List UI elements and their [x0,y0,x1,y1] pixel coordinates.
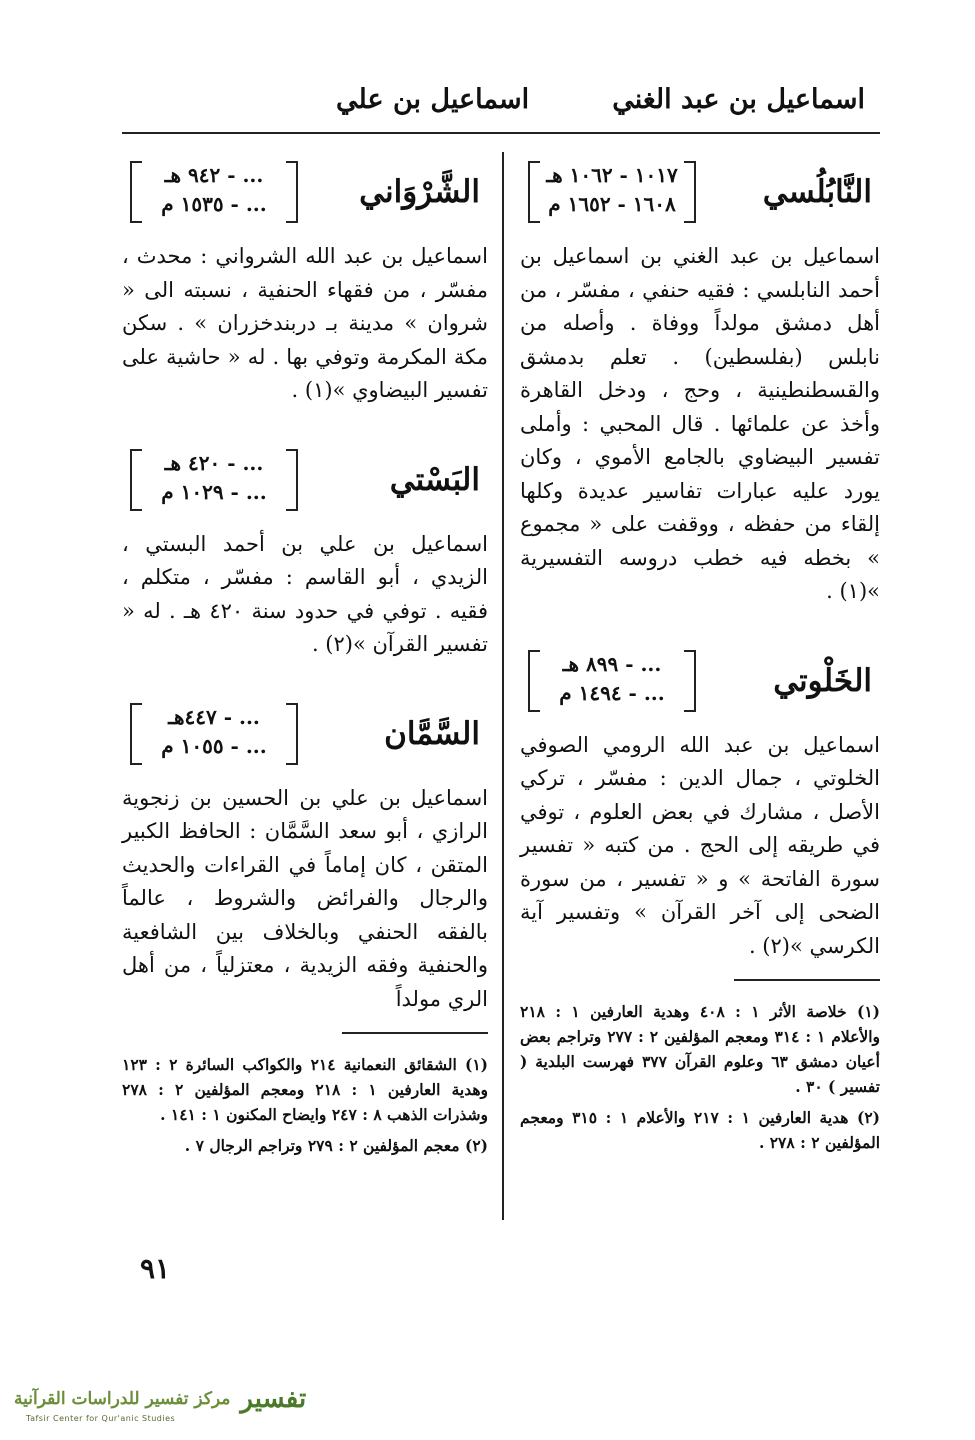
entry-text: اسماعيل بن علي بن أحمد البستي ، الزيدي ، أبو القاسم : مفسّر ، متكلم ، فقيه . توفي في حدود سنة ٤٢٠ هـ . له « تفسير القرآن »(٢) . [122,531,489,656]
date-bracket [130,161,298,223]
entry-busti [122,438,488,662]
column-divider [502,152,504,1220]
entry-heading [122,692,488,776]
entry-heading [520,150,880,234]
date-gregorian: ... - ١٤٩٤ م [559,680,665,705]
footnote-rule [734,979,880,981]
date-gregorian: ... - ١٠٢٩ م [161,479,267,504]
date-bracket [130,449,298,511]
footnotes [122,1052,488,1158]
date-bracket [528,650,696,712]
date-gregorian: ... - ١٠٥٥ م [161,733,267,758]
date-gregorian: ... - ١٥٣٥ م [161,192,267,216]
page-number: ٩١ [140,1252,171,1285]
logo-arabic-name: مركز تفسير للدراسات القرآنية [14,1389,231,1409]
entry-samman [122,692,488,1017]
date-hijri: ... - ٤٢٠ هـ [164,450,264,475]
footnote-rule [342,1032,488,1034]
running-head-left: اسماعيل بن علي [336,84,530,115]
entry-name: النَّابُلُسي [762,174,872,210]
left-column [122,150,488,1164]
entry-sharwani [122,150,488,408]
date-hijri: ... - ٤٤٧هـ [168,704,260,729]
entry-name: الخَلْوتي [773,662,872,699]
publisher-logo [14,1370,307,1428]
entry-text: اسماعيل بن عبد الله الرومي الصوفي الخلوتي ، جمال الدين : مفسّر ، تركي الأصل ، مشارك في بعض العلوم ، توفي في طريقه إلى الحج . من كتبه « تفسير سورة الفاتحة » و « تفسير ، من سورة الضحى إلى آخر القرآن » وتفسير آية الكرسي »(٢) . [520,732,880,958]
footnotes [520,999,880,1155]
logo-brand: تفسير [240,1384,307,1414]
right-column [520,150,880,1161]
entry-name: البَسْتي [389,461,480,498]
date-gregorian: ١٦٠٨ - ١٦٥٢ م [548,192,676,216]
running-head-right: اسماعيل بن عبد الغني [612,84,865,115]
entry-text: اسماعيل بن عبد الغني بن اسماعيل بن أحمد النابلسي : فقيه حنفي ، مفسّر ، من أهل دمشق مولداً ووفاة . وأصله من نابلس (بفلسطين) . تعلم بدمشق والقسطنطينية ، وحج ، ودخل القاهرة وأخذ عن علمائها . قال المحبي : وأملى تفسير البيضاوي بالجامع الأموي ، وكان يورد عليه عبارات تفاسير عديدة وكلها إلقاء من حفظه ، ووقفت على « مجموع » بخطه فيه خطب دروسه التفسيرية »(١) . [520,244,880,603]
entry-name: السَّمَّان [384,715,480,752]
date-hijri: ... - ٨٩٩ هـ [562,651,662,676]
entry-heading [520,639,880,723]
entry-nabulsi [520,150,880,609]
date-bracket [130,703,298,765]
date-bracket [528,161,696,223]
entry-heading [122,438,488,522]
entry-text: اسماعيل بن علي بن الحسين بن زنجوية الرازي ، أبو سعد السَّمَّان : الحافظ الكبير المتقن ، كان إماماً في القراءات والحديث والرجال والفرائض والشروط ، عالماً بالفقه الحنفي وبالخلاف بين الشافعية والحنفية وفقه الزيدية ، معتزلياً ، من أهل الري مولداً [122,785,488,1011]
header-rule [122,132,880,134]
entry-name: الشَّرْوَاني [359,174,480,210]
entry-text: اسماعيل بن عبد الله الشرواني : محدث ، مفسّر ، من فقهاء الحنفية ، نسبته الى « شروان » مدينة بـ دربندخزران » . سكن مكة المكرمة وتوفي بها . له « حاشية على تفسير البيضاوي »(١) . [122,244,488,402]
date-hijri: ... - ٩٤٢ هـ [164,163,264,187]
logo-english-name: Tafsir Center for Qur'anic Studies [26,1414,176,1423]
entry-khalwati [520,639,880,964]
date-hijri: ١٠١٧ - ١٠٦٢ هـ [546,163,678,187]
footnote: (١) الشقائق النعمانية ٢١٤ والكواكب السائرة ٢ : ١٢٣ وهدية العارفين ١ : ٢١٨ ومعجم المؤلفين ٢ : ٢٧٨ وشذرات الذهب ٨ : ٢٤٧ وايضاح المكنون ١ : ١٤١ . [122,1055,489,1124]
entry-heading [122,150,488,234]
footnote: (٢) معجم المؤلفين ٢ : ٢٧٩ وتراجم الرجال ٧ . [184,1136,488,1155]
footnote: (١) خلاصة الأثر ١ : ٤٠٨ وهدية العارفين ١ : ٢١٨ والأعلام ١ : ٣١٤ ومعجم المؤلفين ٢ : ٢٧٧ وتراجم بعض أعيان دمشق ٦٣ وعلوم القرآن ٣٧٧ فهرست البلدية ( تفسير ) ٣٠ . [520,1002,881,1096]
footnote: (٢) هدية العارفين ١ : ٢١٧ والأعلام ١ : ٣١٥ ومعجم المؤلفين ٢ : ٢٧٨ . [520,1108,880,1152]
